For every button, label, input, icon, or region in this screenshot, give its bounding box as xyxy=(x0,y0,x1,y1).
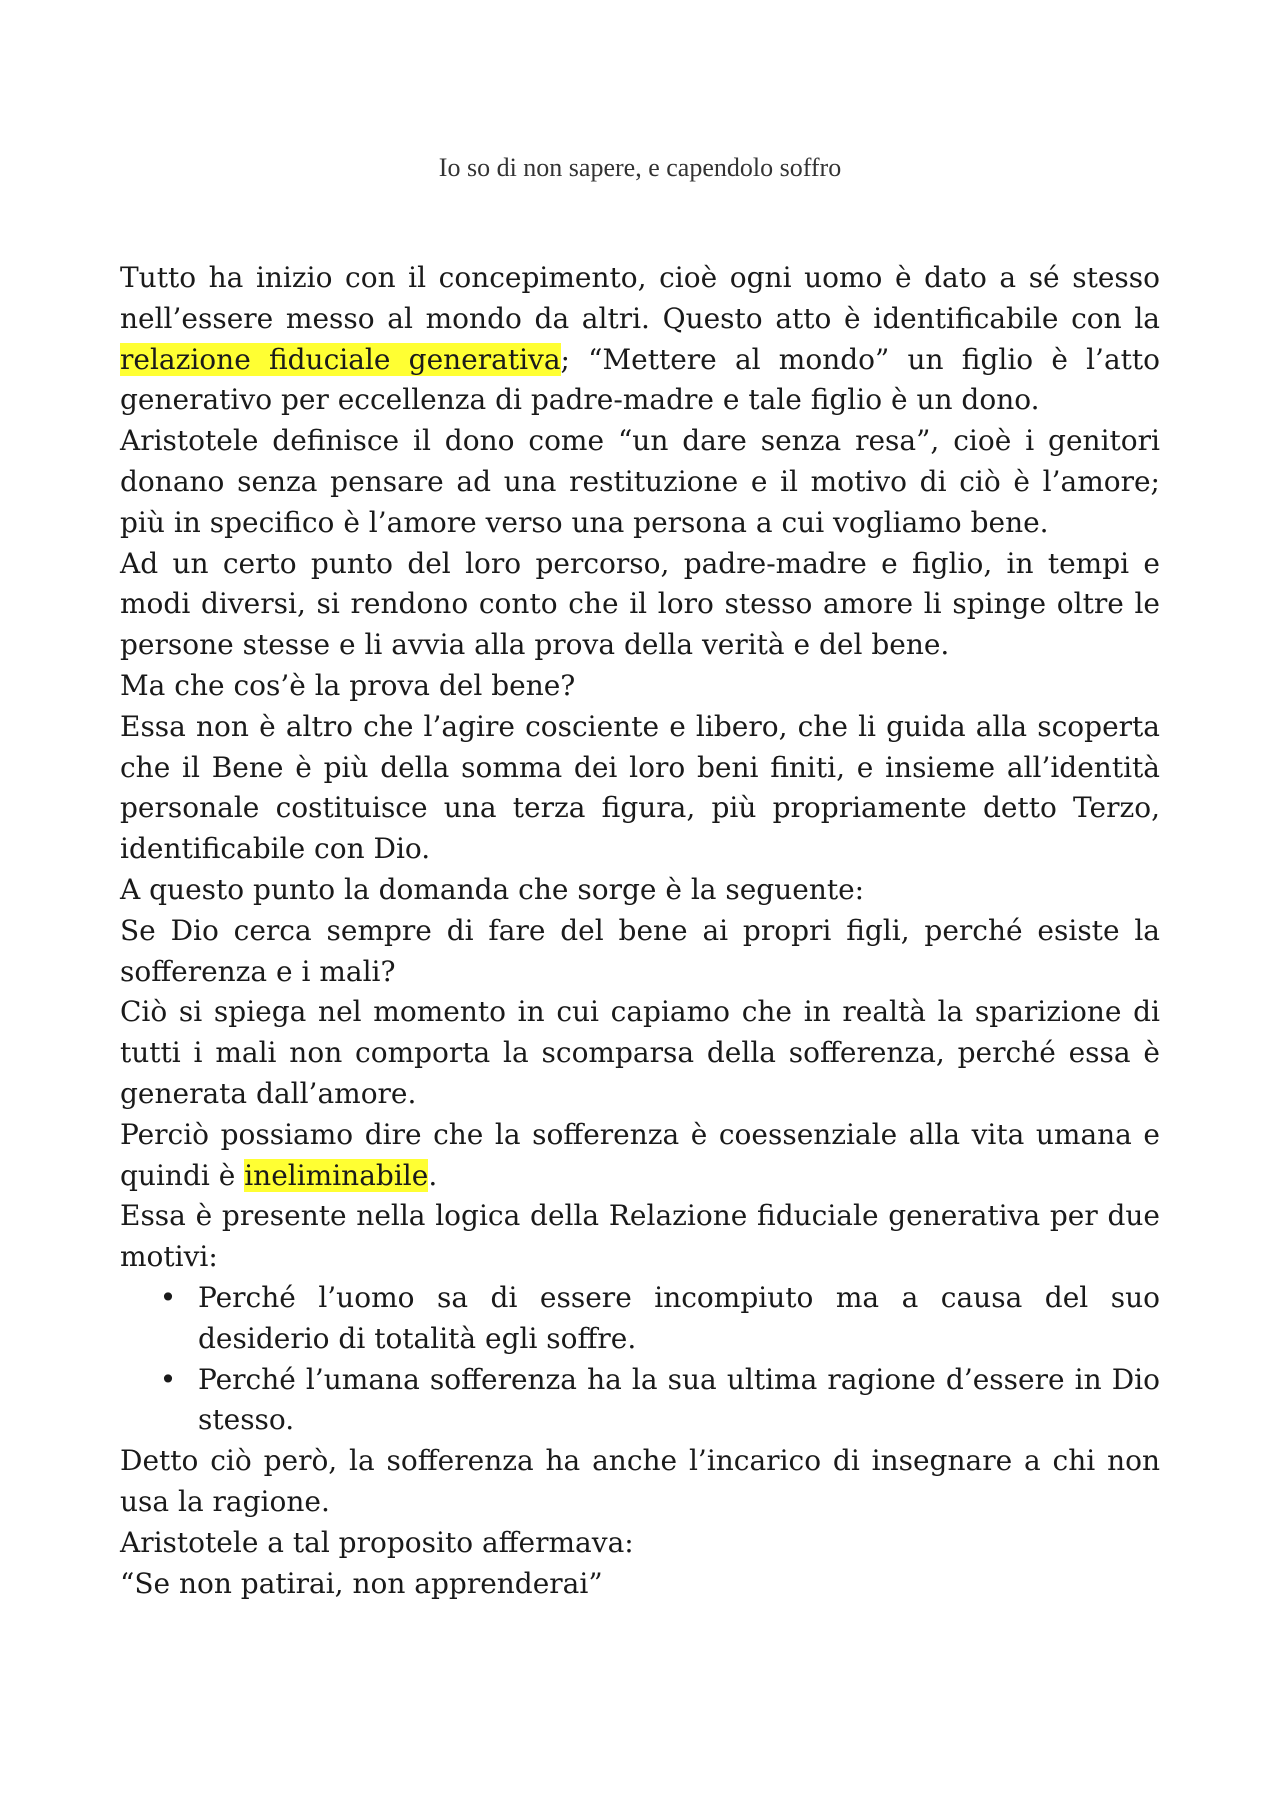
paragraph-quote: “Se non patirai, non apprenderai” xyxy=(120,1566,603,1600)
list-item-text: Perché l’umana sofferenza ha la sua ultima ragione d’essere in Dio stesso. xyxy=(198,1362,1160,1437)
paragraph-question: Ma che cos’è la prova del bene? xyxy=(120,668,576,702)
paragraph-ineliminabile xyxy=(120,1115,1160,1197)
paragraph-due-motivi: Essa è presente nella logica della Relazione fiduciale generativa per due motivi: xyxy=(120,1199,1160,1274)
bullet-icon: • xyxy=(159,1280,177,1314)
list-item-text: Perché l’uomo sa di essere incompiuto ma a causa del suo desiderio di totalità egli soffre. xyxy=(198,1280,1160,1355)
paragraph-percorso: Ad un certo punto del loro percorso, padre-madre e figlio, in tempi e modi diversi, si rendono conto che il loro stesso amore li spinge oltre le persone stesse e li avvia alla prova della verità e del bene. xyxy=(120,546,1160,662)
paragraph-text: Tutto ha inizio con il concepimento, cioè ogni uomo è dato a sé stesso nell’essere messo al mondo da altri. Questo atto è identificabile con la xyxy=(120,261,1160,335)
list-item xyxy=(120,1360,1160,1442)
paragraph-text: . xyxy=(428,1158,438,1192)
paragraph-text: ; “Mettere al mondo” un figlio è l’atto generativo per eccellenza di padre-madre e tale figlio è un dono. xyxy=(120,342,1160,417)
paragraph-aristotele: Aristotele a tal proposito affermava: xyxy=(120,1525,634,1559)
highlighted-text: relazione fiduciale generativa xyxy=(120,342,561,376)
paragraph-insegnare: Detto ciò però, la sofferenza ha anche l’incarico di insegnare a chi non usa la ragione. xyxy=(120,1444,1160,1518)
paragraph-spiegazione: Ciò si spiega nel momento in cui capiamo che in realtà la sparizione di tutti i mali non comporta la scomparsa della sofferenza, perché essa è generata dall’amore. xyxy=(120,995,1160,1110)
bullet-icon: • xyxy=(159,1362,177,1396)
paragraph-dio-sofferenza: Se Dio cerca sempre di fare del bene ai propri figli, perché esiste la sofferenza e i mali? xyxy=(120,913,1160,988)
paragraph-domanda: A questo punto la domanda che sorge è la seguente: xyxy=(120,872,865,906)
paragraph-concepimento xyxy=(120,258,1160,421)
document-title: Io so di non sapere, e capendolo soffro xyxy=(438,153,842,182)
list-item xyxy=(120,1278,1160,1360)
paragraph-dono: Aristotele definisce il dono come “un dare senza resa”, cioè i genitori donano senza pensare ad una restituzione e il motivo di ciò è l’amore; più in specifico è l’amore verso una persona a cui vogliamo bene. xyxy=(120,424,1160,539)
document-body xyxy=(120,258,1160,1604)
paragraph-prova-del-bene: Essa non è altro che l’agire cosciente e libero, che li guida alla scoperta che il Bene è più della somma dei loro beni finiti, e insieme all’identità personale costituisce una terza figura, più propriamente detto Terzo, identificabile con Dio. xyxy=(120,709,1160,866)
highlighted-text: ineliminabile xyxy=(244,1158,429,1192)
paragraph-text: Perciò possiamo dire che la sofferenza è coessenziale alla vita umana e quindi è xyxy=(120,1117,1160,1192)
bullet-list xyxy=(120,1278,1160,1441)
